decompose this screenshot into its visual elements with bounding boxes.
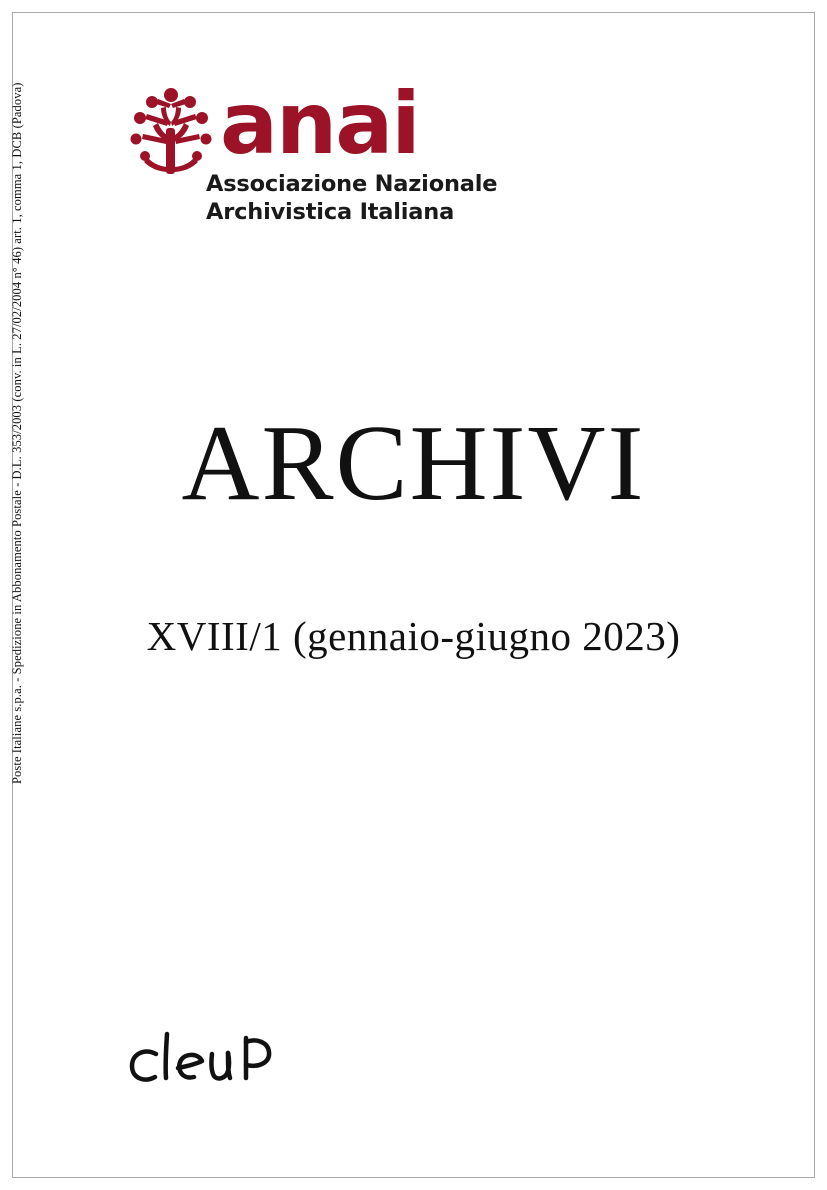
anai-tree-icon — [128, 82, 214, 178]
anai-subtitle — [206, 170, 497, 226]
anai-logo — [128, 74, 548, 228]
anai-wordmark: anai — [220, 74, 419, 174]
anai-subtitle-line2: Archivistica Italiana — [206, 199, 455, 225]
journal-title: ARCHIVI — [181, 404, 646, 523]
anai-subtitle-line1: Associazione Nazionale — [206, 171, 498, 197]
cleup-logo — [122, 1028, 292, 1098]
postal-notice-text: Poste Italiane s.p.a. - Spedizione in Abbonamento Postale - D.L. 353/2003 (conv. in L. 27/02/2004 n° 46) art. 1, comma 1, DCB (Padova) — [10, 82, 24, 784]
issue-designation: XVIII/1 (gennaio-giugno 2023) — [146, 613, 681, 659]
